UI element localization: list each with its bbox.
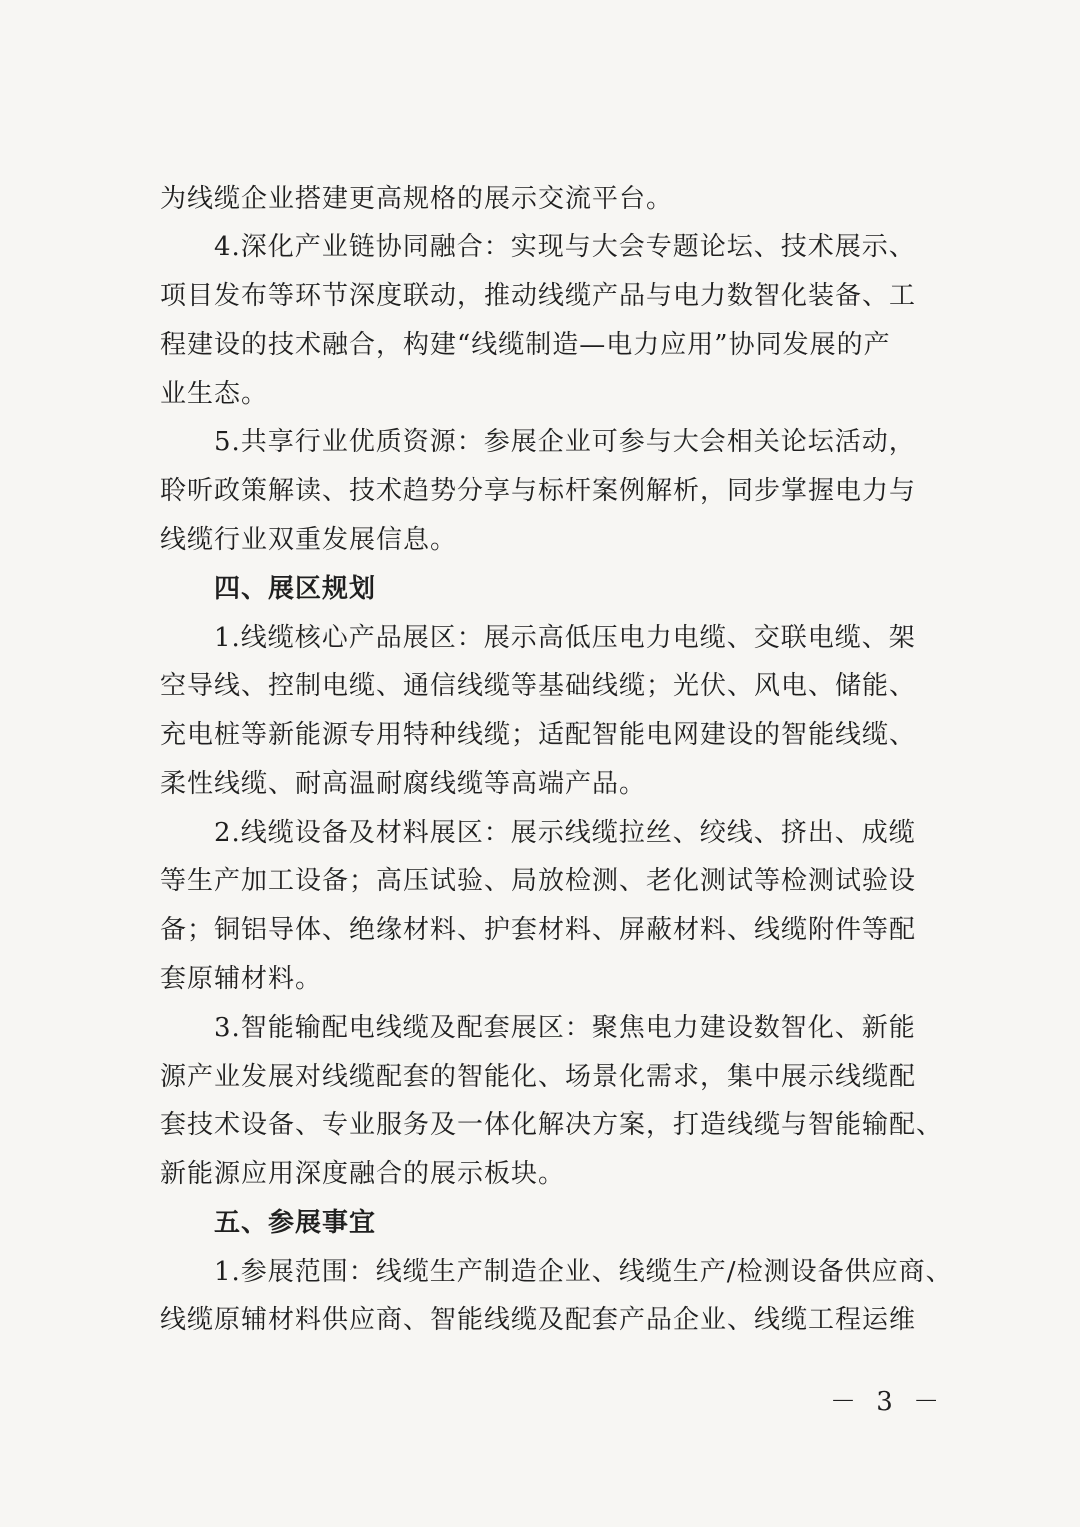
paragraph-line: 程建设的技术融合，构建“线缆制造—电力应用”协同发展的产	[160, 330, 891, 360]
paragraph-line: 线缆原辅材料供应商、智能线缆及配套产品企业、线缆工程运维	[160, 1305, 917, 1335]
paragraph-line: 5.共享行业优质资源：参展企业可参与大会相关论坛活动，	[214, 427, 916, 457]
paragraph-line: 套技术设备、专业服务及一体化解决方案，打造线缆与智能输配、	[160, 1110, 944, 1140]
paragraph-line: 为线缆企业搭建更高规格的展示交流平台。	[160, 184, 674, 214]
paragraph-line: 4.深化产业链协同融合：实现与大会专题论坛、技术展示、	[214, 232, 916, 262]
paragraph-line: 项目发布等环节深度联动，推动线缆产品与电力数智化装备、工	[160, 281, 917, 311]
paragraph-line: 套原辅材料。	[160, 964, 323, 994]
paragraph-line: 空导线、控制电缆、通信线缆等基础线缆；光伏、风电、储能、	[160, 671, 917, 701]
paragraph-line: 2.线缆设备及材料展区：展示线缆拉丝、绞线、挤出、成缆	[214, 818, 916, 848]
paragraph-line: 新能源应用深度融合的展示板块。	[160, 1159, 566, 1189]
paragraph-line: 备；铜铝导体、绝缘材料、护套材料、屏蔽材料、线缆附件等配	[160, 915, 917, 945]
paragraph-line: 1.线缆核心产品展区：展示高低压电力电缆、交联电缆、架	[214, 623, 916, 653]
paragraph-line: 源产业发展对线缆配套的智能化、场景化需求，集中展示线缆配	[160, 1062, 917, 1092]
paragraph-line: 等生产加工设备；高压试验、局放检测、老化测试等检测试验设	[160, 866, 917, 896]
section-heading: 四、展区规划	[214, 574, 377, 604]
paragraph-line: 充电桩等新能源专用特种线缆；适配智能电网建设的智能线缆、	[160, 720, 917, 750]
page-number: － 3 －	[830, 1387, 946, 1417]
paragraph-line: 聆听政策解读、技术趋势分享与标杆案例解析，同步掌握电力与	[160, 476, 917, 506]
paragraph-line: 线缆行业双重发展信息。	[160, 525, 458, 555]
paragraph-line: 3.智能输配电线缆及配套展区：聚焦电力建设数智化、新能	[214, 1013, 916, 1043]
paragraph-line: 柔性线缆、耐高温耐腐线缆等高端产品。	[160, 769, 647, 799]
paragraph-line: 业生态。	[160, 379, 269, 409]
section-heading: 五、参展事宜	[214, 1208, 377, 1238]
paragraph-line: 1.参展范围：线缆生产制造企业、线缆生产/检测设备供应商、	[214, 1257, 953, 1287]
